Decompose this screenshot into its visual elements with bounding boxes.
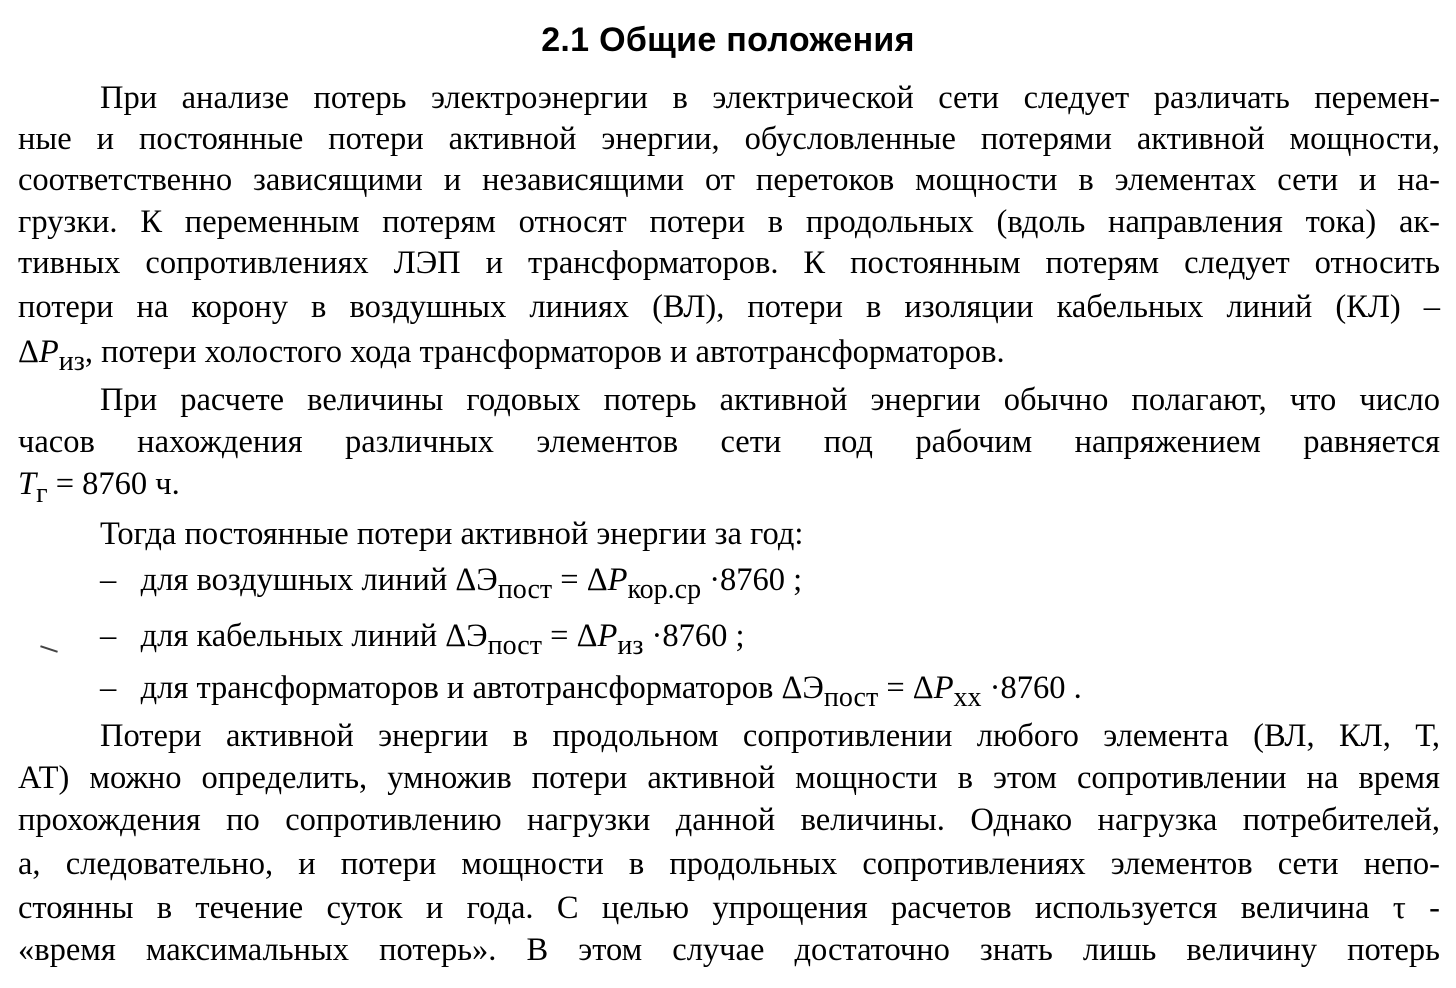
list-item-overhead-lines: [100, 558, 803, 605]
formula-tail: ·8760 .: [981, 670, 1082, 706]
formula-subscript: г: [36, 478, 48, 509]
formula-lhs-subscript: пост: [497, 574, 553, 605]
paragraph-2-line-3-text: = 8760 ч.: [47, 466, 180, 502]
formula-eq: = Δ: [878, 670, 934, 706]
paragraph-4-line-4: а, следовательно, и потери мощности в продольных сопротивлениях элементов сети непо-: [18, 846, 1440, 882]
paragraph-1-line-4: грузки. К переменным потерям относят потери в продольных (вдоль направления тока) ак-: [18, 204, 1440, 240]
formula-rhs: P: [607, 562, 628, 598]
formula-rhs-subscript: кор.ср: [627, 574, 702, 605]
paragraph-2-line-1: При расчете величины годовых потерь активной энергии обычно полагают, что число: [100, 382, 1440, 418]
list-item-cable-lines: [100, 614, 745, 661]
scan-mark: [40, 645, 58, 652]
paragraph-4-line-2: АТ) можно определить, умножив потери активной мощности в этом сопротивлении на время: [18, 760, 1440, 796]
list-item-text: для кабельных линий: [140, 618, 446, 654]
paragraph-1-line-1: При анализе потерь электроэнергии в электрической сети следует различать перемен-: [100, 80, 1440, 116]
formula-lhs: ΔЭ: [445, 618, 488, 654]
formula-rhs: P: [933, 670, 954, 706]
formula-subscript: из: [58, 346, 85, 377]
formula-tail: ·8760 ;: [701, 562, 803, 598]
paragraph-4-line-5: стоянны в течение суток и года. С целью упрощения расчетов используется величина τ -: [18, 890, 1440, 926]
formula-rhs: P: [597, 618, 618, 654]
paragraph-1-line-7: [18, 330, 1005, 377]
list-item-text: для трансформаторов и автотрансформаторов: [140, 670, 782, 706]
formula-rhs-subscript: из: [617, 630, 644, 661]
formula-lhs: ΔЭ: [781, 670, 824, 706]
formula-eq: = Δ: [552, 562, 608, 598]
formula-lhs: ΔЭ: [455, 562, 498, 598]
section-heading: 2.1 Общие положения: [541, 21, 915, 59]
paragraph-1-line-6: потери на корону в воздушных линиях (ВЛ), потери в изоляции кабельных линий (КЛ) –: [18, 289, 1440, 325]
paragraph-1-line-5: тивных сопротивлениях ЛЭП и трансформаторов. К постоянным потерям следует относить: [18, 245, 1440, 281]
paragraph-1-line-7-text: , потери холостого хода трансформаторов и автотрансформаторов.: [84, 334, 1005, 370]
list-dash: –: [100, 562, 117, 598]
list-item-transformers: [100, 666, 1082, 713]
list-item-text: для воздушных линий: [140, 562, 456, 598]
paragraph-4-line-1: Потери активной энергии в продольном сопротивлении любого элемента (ВЛ, КЛ, Т,: [100, 718, 1440, 754]
paragraph-2-line-3: [18, 462, 180, 509]
paragraph-4-line-6: «время максимальных потерь». В этом случае достаточно знать лишь величину потерь: [18, 932, 1440, 968]
paragraph-3: Тогда постоянные потери активной энергии за год:: [100, 516, 804, 552]
paragraph-2-line-2: часов нахождения различных элементов сети под рабочим напряжением равняется: [18, 424, 1440, 460]
list-dash: –: [100, 670, 117, 706]
delta-symbol: Δ: [18, 334, 39, 370]
paragraph-1-line-2: ные и постоянные потери активной энергии, обусловленные потерями активной мощности,: [18, 121, 1440, 157]
list-dash: –: [100, 618, 117, 654]
formula-lhs-subscript: пост: [823, 682, 879, 713]
formula-tail: ·8760 ;: [643, 618, 745, 654]
formula-eq: = Δ: [541, 618, 598, 654]
paragraph-4-line-3: прохождения по сопротивлению нагрузки данной величины. Однако нагрузка потребителей,: [18, 802, 1440, 838]
paragraph-1-line-3: соответственно зависящими и независящими от перетоков мощности в элементах сети и на-: [18, 162, 1440, 198]
formula-rhs-subscript: хх: [953, 682, 982, 713]
formula-symbol: T: [18, 466, 37, 502]
formula-lhs-subscript: пост: [487, 630, 542, 661]
formula-symbol: P: [38, 334, 59, 370]
